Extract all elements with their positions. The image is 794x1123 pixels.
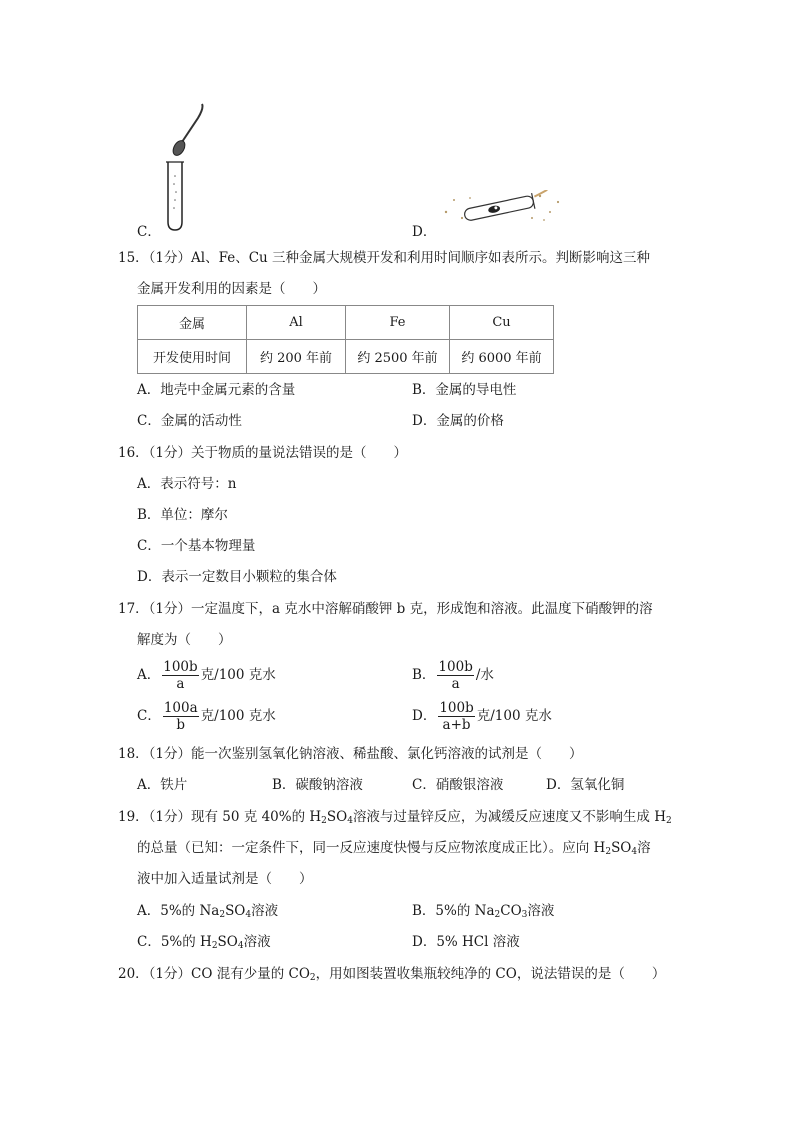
fraction	[437, 659, 473, 692]
fraction	[163, 700, 199, 733]
q17-stem-line1: 17．（1分）一定温度下，a 克水中溶解硝酸钾 b 克，形成饱和溶液。此温度下硝酸钾的溶	[118, 601, 653, 617]
subscript: 2	[605, 847, 612, 857]
subscript: 2	[666, 816, 672, 826]
text-span: A．5%的 Na	[137, 903, 220, 919]
q19-option-d: D．5% HCl 溶液	[412, 934, 520, 950]
subscript: 2	[219, 910, 226, 920]
option-unit: 克/100 克水	[476, 708, 552, 724]
q18-option-d: D．氢氧化铜	[546, 777, 625, 793]
q17-option-c	[137, 700, 276, 733]
q15-option-a: A．地壳中金属元素的含量	[137, 382, 296, 398]
text-span: 溶液	[251, 903, 279, 919]
text-span: 的总量（已知：一定条件下，同一反应速度快慢与反应物浓度成正比）。应向 H	[137, 840, 606, 856]
q19-option-a	[137, 901, 278, 921]
q18-option-a: A．铁片	[137, 777, 188, 793]
table-header-cell: Fe	[346, 306, 450, 340]
table-row	[138, 306, 554, 340]
option-c-label: C．	[137, 224, 161, 240]
fraction-numerator: 100b	[163, 659, 198, 675]
table-row-label: 开发使用时间	[138, 340, 247, 374]
subscript: 3	[521, 910, 528, 920]
q18-stem: 18．（1分）能一次鉴别氢氧化钠溶液、稀盐酸、氯化钙溶液的试剂是（ ）	[118, 746, 583, 762]
fraction-denominator: b	[176, 717, 186, 733]
text-span: 溶液	[243, 934, 271, 950]
subscript: 2	[309, 973, 316, 983]
table-cell: 约 200 年前	[247, 340, 346, 374]
table-cell: 约 6000 年前	[450, 340, 554, 374]
q18-option-c: C．硝酸银溶液	[412, 777, 504, 793]
q17-option-a	[137, 659, 276, 692]
text-span: ，用如图装置收集瓶较纯净的 CO，说法错误的是（ ）	[315, 966, 666, 982]
q19-stem-line1	[118, 807, 672, 827]
q18-option-b: B．碳酸钠溶液	[272, 777, 363, 793]
text-span: B．5%的 Na	[412, 903, 495, 919]
q16-option-a: A．表示符号：n	[137, 476, 237, 492]
text-span: 溶	[637, 840, 651, 856]
text-span: C．5%的 H	[137, 934, 212, 950]
fraction-denominator: a	[451, 676, 460, 692]
fraction-numerator: 100b	[439, 700, 474, 716]
fraction-numerator: 100a	[163, 700, 198, 716]
option-label: A．	[137, 667, 161, 683]
table-header-cell: Al	[247, 306, 346, 340]
q20-stem	[118, 964, 665, 984]
text-span: SO	[225, 903, 246, 919]
q17-option-d	[412, 700, 552, 733]
test-tube-with-spoon-figure	[160, 100, 210, 232]
text-span: CO	[500, 903, 522, 919]
q16-option-b: B．单位：摩尔	[137, 507, 228, 523]
option-label: C．	[137, 708, 161, 724]
fraction	[438, 700, 474, 733]
metal-development-table	[137, 305, 554, 374]
option-unit: 克/100 克水	[200, 667, 276, 683]
q19-stem-line3: 液中加入适量试剂是（ ）	[137, 871, 313, 887]
text-span: SO	[326, 809, 348, 825]
fraction-denominator: a	[176, 676, 185, 692]
option-d-label: D．	[412, 224, 437, 240]
subscript: 2	[211, 941, 218, 951]
option-unit: /水	[475, 667, 494, 683]
subscript: 2	[321, 816, 327, 826]
subscript: 4	[237, 941, 244, 951]
text-span: 19．（1分）现有 50 克 40%的 H	[118, 809, 322, 825]
q17-stem-line2: 解度为（ ）	[137, 632, 232, 648]
q19-option-b	[412, 901, 554, 921]
table-header-cell: 金属	[138, 306, 247, 340]
q15-option-c: C．金属的活动性	[137, 413, 242, 429]
text-span: 溶液	[527, 903, 555, 919]
fraction-numerator: 100b	[438, 659, 473, 675]
q15-stem-line1: 15．（1分）Al、Fe、Cu 三种金属大规模开发和利用时间顺序如表所示。判断影响这三种	[118, 250, 651, 266]
q15-stem-line2: 金属开发利用的因素是（ ）	[137, 281, 326, 297]
subscript: 4	[245, 910, 252, 920]
option-label: D．	[412, 708, 437, 724]
q16-stem: 16．（1分）关于物质的量说法错误的是（ ）	[118, 445, 408, 461]
q16-option-c: C．一个基本物理量	[137, 538, 256, 554]
text-span: SO	[217, 934, 238, 950]
q19-option-c	[137, 932, 271, 952]
text-span: SO	[611, 840, 632, 856]
q16-option-d: D．表示一定数目小颗粒的集合体	[137, 569, 337, 585]
table-header-cell: Cu	[450, 306, 554, 340]
q17-option-b	[412, 659, 494, 692]
q19-stem-line2	[137, 838, 651, 858]
option-unit: 克/100 克水	[200, 708, 276, 724]
text-span: 溶液与过量锌反应，为减缓反应速度又不影响生成 H	[352, 809, 667, 825]
fraction-denominator: a+b	[442, 717, 471, 733]
subscript: 4	[347, 816, 353, 826]
subscript: 4	[631, 847, 638, 857]
q15-option-d: D．金属的价格	[412, 413, 504, 429]
option-label: B．	[412, 667, 436, 683]
table-cell: 约 2500 年前	[346, 340, 450, 374]
table-row	[138, 340, 554, 374]
fraction	[162, 659, 198, 692]
q15-option-b: B．金属的导电性	[412, 382, 517, 398]
horizontal-tube-figure	[440, 190, 565, 226]
subscript: 2	[494, 910, 501, 920]
text-span: 20．（1分）CO 混有少量的 CO	[118, 966, 310, 982]
